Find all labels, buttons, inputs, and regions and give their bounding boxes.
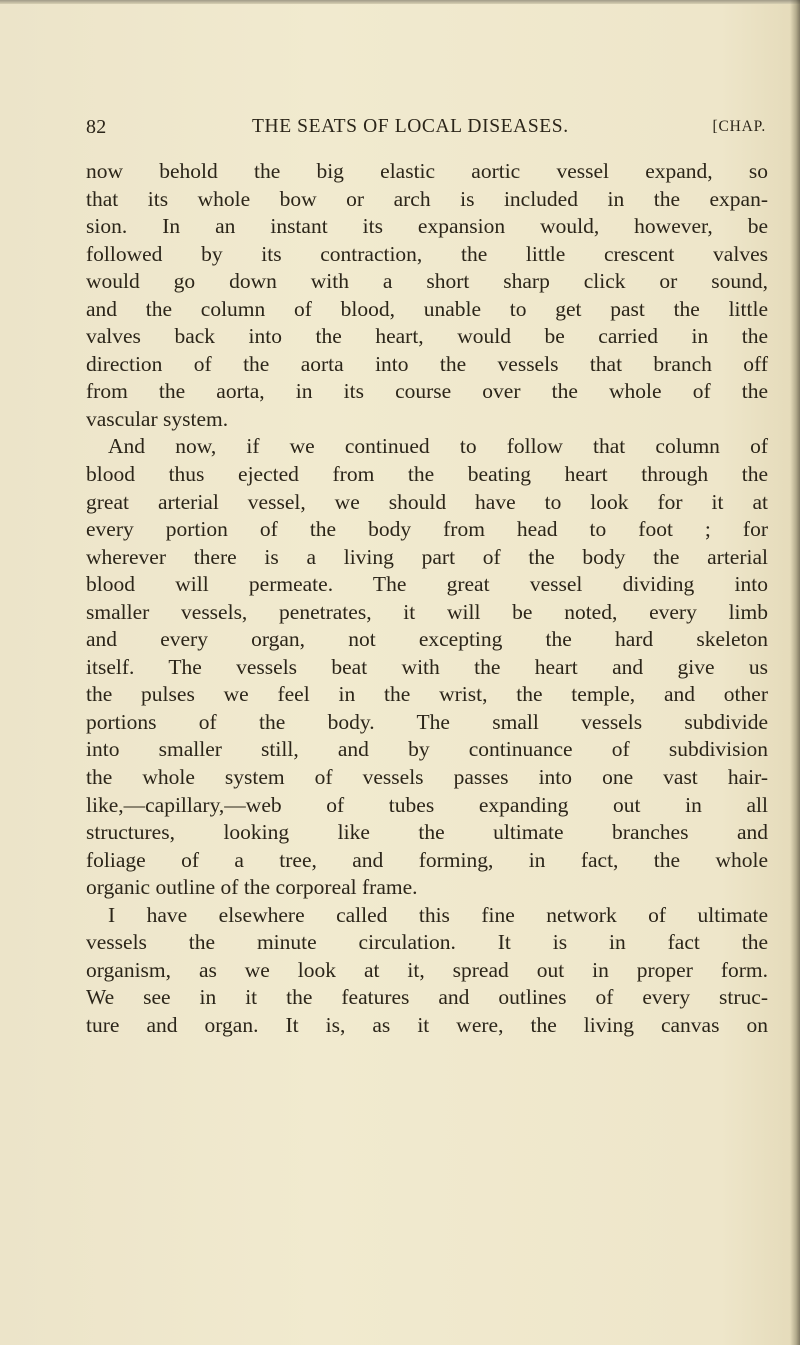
paragraph-start-line: And now, if we continued to follow that column of: [108, 434, 768, 459]
text-line: structures, looking like the ultimate branches and: [86, 820, 768, 845]
text-line: wherever there is a living part of the body the arterial: [86, 544, 768, 569]
text-line: the whole system of vessels passes into one vast hair-: [86, 765, 768, 790]
body-text: [86, 158, 768, 1040]
text-line: blood thus ejected from the beating heart through the: [86, 462, 768, 487]
text-line: vessels the minute circulation. It is in fact the: [86, 930, 768, 955]
text-line: like,—capillary,—web of tubes expanding out in all: [86, 792, 768, 817]
page-top-edge: [0, 0, 800, 4]
page-number: 82: [86, 116, 107, 138]
text-line: itself. The vessels beat with the heart and give us: [86, 654, 768, 679]
text-line: valves back into the heart, would be carried in the: [86, 324, 768, 349]
text-line: sion. In an instant its expansion would, however, be: [86, 214, 768, 239]
text-line: foliage of a tree, and forming, in fact, the whole: [86, 847, 768, 872]
page-binding-shadow: [790, 0, 800, 1345]
text-line: and every organ, not excepting the hard skeleton: [86, 627, 768, 652]
text-line: that its whole bow or arch is included in the expan-: [86, 186, 768, 211]
paragraph-end-line: vascular system.: [86, 406, 229, 431]
paragraph-end-line: organic outline of the corporeal frame.: [86, 875, 418, 900]
text-line: every portion of the body from head to foot ; for: [86, 517, 768, 542]
chapter-marker: [CHAP.: [712, 118, 766, 135]
text-line: the pulses we feel in the wrist, the temple, and other: [86, 682, 768, 707]
text-line: followed by its contraction, the little crescent valves: [86, 241, 768, 266]
running-title: THE SEATS OF LOCAL DISEASES.: [252, 116, 569, 137]
text-line: smaller vessels, penetrates, it will be noted, every limb: [86, 599, 768, 624]
text-line: would go down with a short sharp click or sound,: [86, 269, 768, 294]
text-line: and the column of blood, unable to get past the little: [86, 296, 768, 321]
text-line: organism, as we look at it, spread out in proper form.: [86, 957, 768, 982]
text-line: into smaller still, and by continuance of subdivision: [86, 737, 768, 762]
text-line: from the aorta, in its course over the whole of the: [86, 379, 768, 404]
text-line: portions of the body. The small vessels subdivide: [86, 709, 768, 734]
text-line: ture and organ. It is, as it were, the living canvas on: [86, 1012, 768, 1037]
text-line: great arterial vessel, we should have to look for it at: [86, 489, 768, 514]
text-line: blood will permeate. The great vessel dividing into: [86, 572, 768, 597]
paragraph-start-line: I have elsewhere called this fine network of ultimate: [108, 902, 768, 927]
text-line: We see in it the features and outlines of every struc-: [86, 985, 768, 1010]
running-head: [86, 116, 766, 142]
text-line: direction of the aorta into the vessels that branch off: [86, 351, 768, 376]
text-line: now behold the big elastic aortic vessel expand, so: [86, 159, 768, 183]
